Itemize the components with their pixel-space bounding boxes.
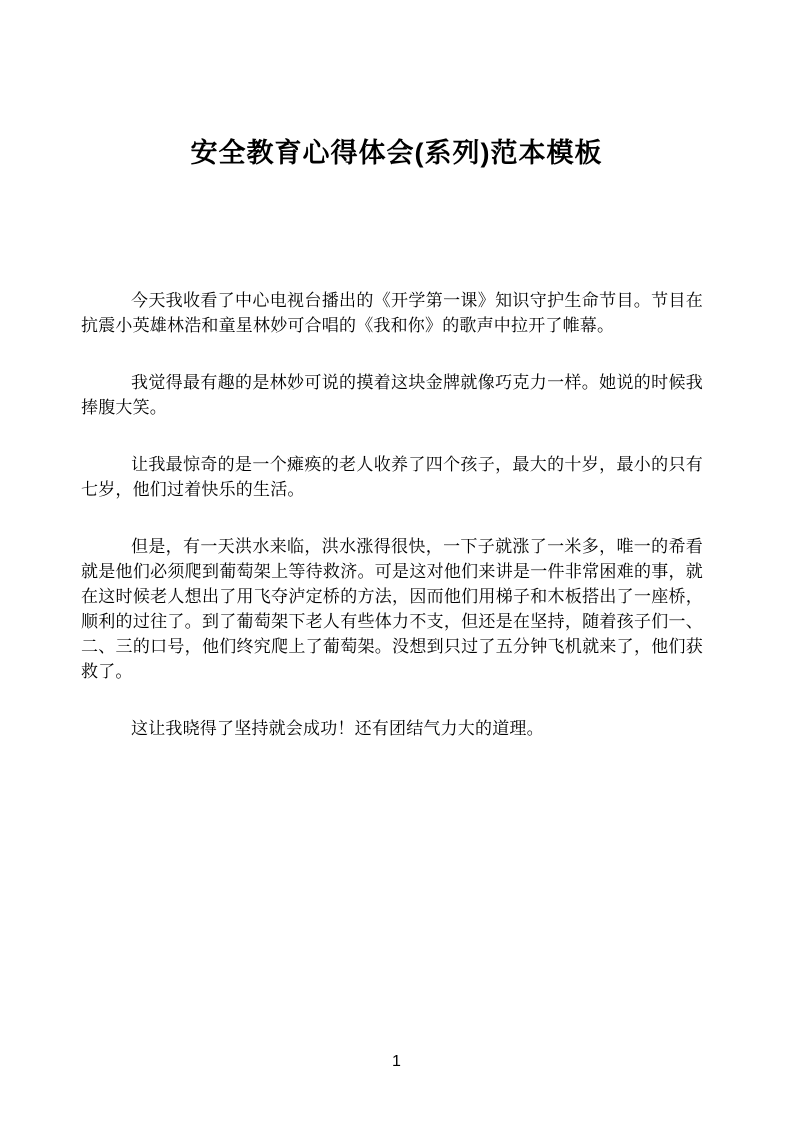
document-title: 安全教育心得体会(系列)范本模板	[190, 138, 603, 168]
page-number: 1	[392, 1053, 401, 1070]
document-body	[81, 288, 703, 773]
paragraph-5: 这让我晓得了坚持就会成功！还有团结气力大的道理。	[131, 719, 544, 738]
paragraph-4: 但是，有一天洪水来临，洪水涨得很快，一下子就涨了一米多，唯一的希看就是他们必须爬到葡萄架上等待救济。可是这对他们来讲是一件非常困难的事，就在这时候老人想出了用飞夺泸定桥的方法，因而他们用梯子和木板搭出了一座桥，顺利的过往了。到了葡萄架下老人有些体力不支，但还是在坚持，随着孩子们一、二、三的口号，他们终究爬上了葡萄架。没想到只过了五分钟飞机就来了，他们获救了。	[81, 537, 703, 681]
paragraph-1: 今天我收看了中心电视台播出的《开学第一课》知识守护生命节目。节目在抗震小英雄林浩和童星林妙可合唱的《我和你》的歌声中拉开了帷幕。	[81, 291, 703, 335]
paragraph-3: 让我最惊奇的是一个瘫痪的老人收养了四个孩子，最大的十岁，最小的只有七岁，他们过着快乐的生活。	[81, 455, 703, 499]
paragraph-2: 我觉得最有趣的是林妙可说的摸着这块金牌就像巧克力一样。她说的时候我捧腹大笑。	[81, 373, 703, 417]
